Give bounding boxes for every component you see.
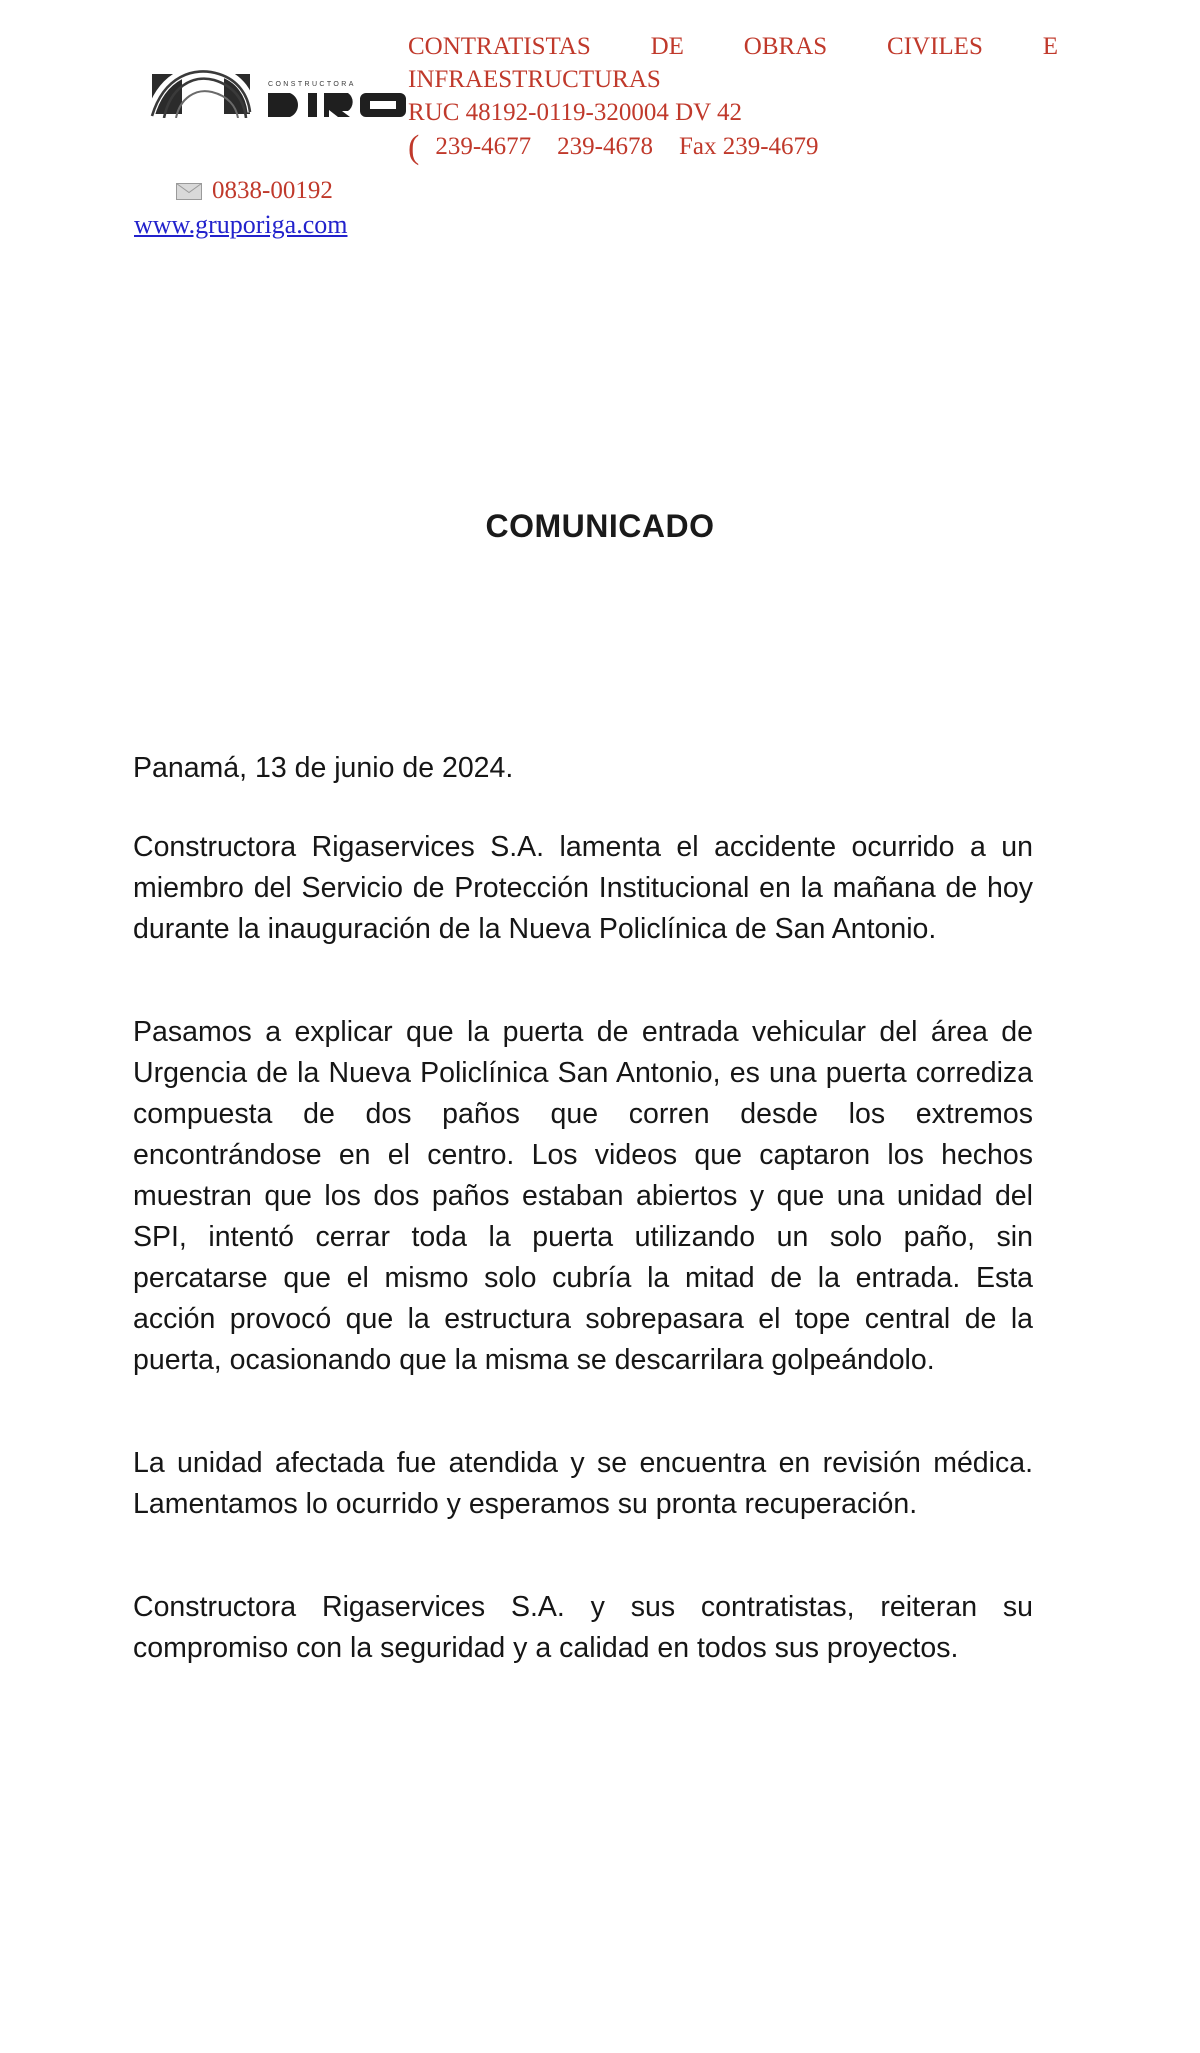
company-phone-line <box>408 129 1068 166</box>
company-po-box-line <box>176 177 333 204</box>
dateline: Panamá, 13 de junio de 2024. <box>133 752 514 784</box>
riga-arch-logo-icon <box>148 62 268 118</box>
tagline-word-e: E <box>1042 33 1058 60</box>
spacer <box>133 1525 1033 1587</box>
phone-icon: ( <box>408 129 420 166</box>
spacer <box>133 789 1033 827</box>
letterhead <box>0 0 1200 250</box>
letterhead-text-block <box>408 30 1068 166</box>
body-paragraph-3: La unidad afectada fue atendida y se encuentra en revisión médica. Lamentamos lo ocurrido y esperamos su pronta recuperación. <box>133 1447 1033 1520</box>
diro-wordmark-icon <box>266 75 414 119</box>
tagline-word-contratistas: CONTRATISTAS <box>408 33 591 60</box>
envelope-icon <box>176 183 202 200</box>
company-tagline-line1 <box>408 30 1058 63</box>
company-logo <box>148 62 408 124</box>
company-tagline-line2: INFRAESTRUCTURAS <box>408 66 661 93</box>
body-paragraph-1: Constructora Rigaservices S.A. lamenta el accidente ocurrido a un miembro del Servicio de Protección Institucional en la mañana de hoy durante la inauguración de la Nueva Policlínica de San Antonio. <box>133 831 1033 945</box>
svg-text:CONSTRUCTORA: CONSTRUCTORA <box>268 81 356 88</box>
tagline-word-obras: OBRAS <box>743 33 828 60</box>
page-title: COMUNICADO <box>485 508 715 544</box>
fax-number: Fax 239-4679 <box>678 133 819 160</box>
spacer <box>133 950 1033 1012</box>
phone-number-1: 239-4677 <box>435 133 532 160</box>
phone-number-2: 239-4678 <box>557 133 653 160</box>
tagline-word-civiles: CIVILES <box>887 33 983 60</box>
spacer <box>133 1381 1033 1443</box>
body-paragraph-2: Pasamos a explicar que la puerta de entrada vehicular del área de Urgencia de la Nueva Policlínica San Antonio, es una puerta corrediza compuesta de dos paños que corren desde los extremos encontrándose en el centro. Los videos que captaron los hechos muestran que los dos paños estaban abiertos y que una unidad del SPI, intentó cerrar toda la puerta utilizando un solo paño, sin percatarse que el mismo solo cubría la mitad de la entrada. Esta acción provocó que la estructura sobrepasara el tope central de la puerta, ocasionando que la misma se descarrilara golpeándolo. <box>133 1016 1033 1376</box>
document-body <box>133 748 1033 1669</box>
company-website-link[interactable]: www.gruporiga.com <box>134 210 348 239</box>
tagline-word-de: DE <box>650 33 684 60</box>
company-ruc: RUC 48192-0119-320004 DV 42 <box>408 99 743 126</box>
po-box-number: 0838-00192 <box>212 177 333 204</box>
body-paragraph-4: Constructora Rigaservices S.A. y sus contratistas, reiteran su compromiso con la seguridad y a calidad en todos sus proyectos. <box>133 1591 1033 1664</box>
